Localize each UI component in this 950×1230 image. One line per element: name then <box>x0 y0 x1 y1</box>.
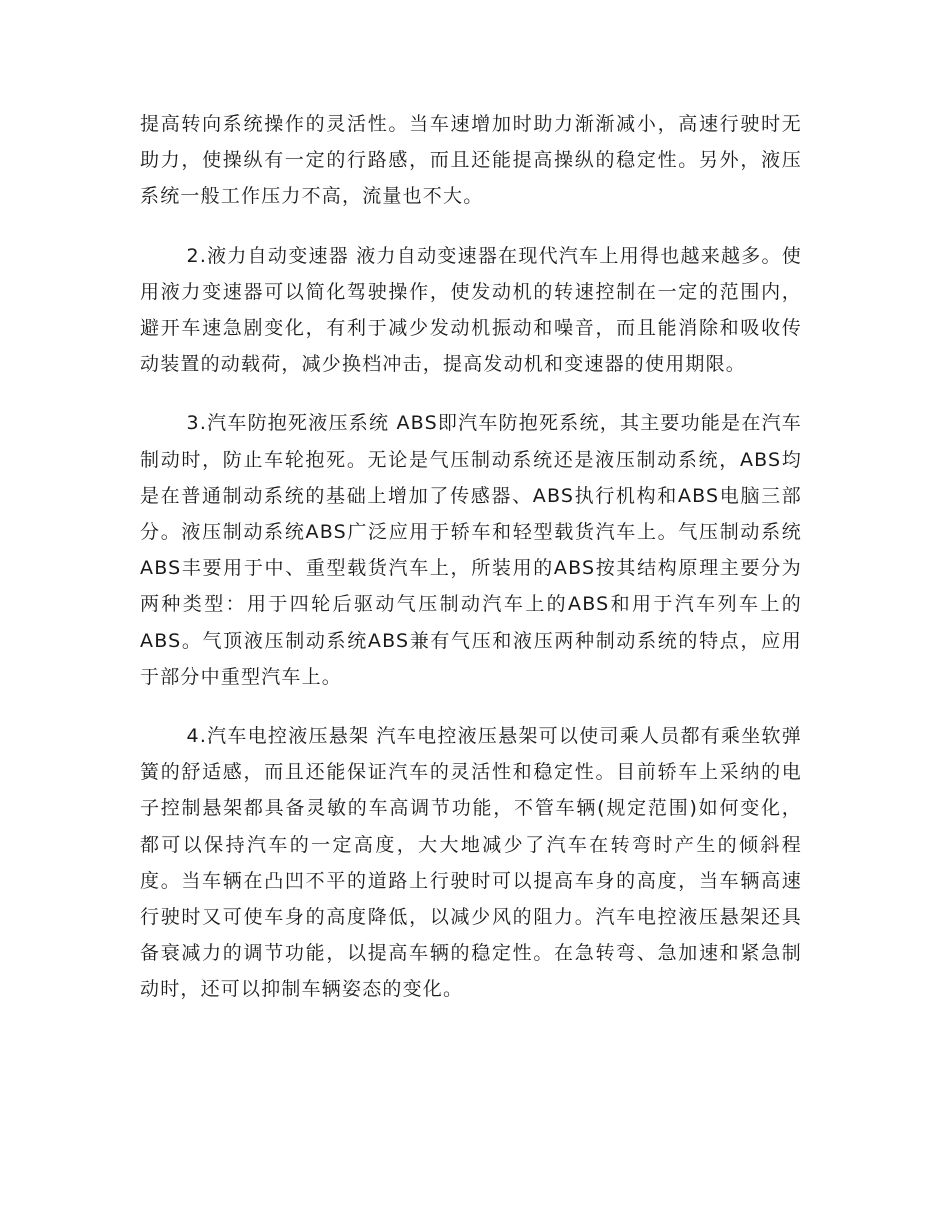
paragraph-electronic-suspension: 4.汽车电控液压悬架 汽车电控液压悬架可以使司乘人员都有乘坐软弹簧的舒适感，而且还能保证汽车的灵活性和稳定性。目前轿车上采纳的电子控制悬架都具备灵敏的车高调节功能，不管车辆(规定范围)如何变化，都可以保持汽车的一定高度，大大地减少了汽车在转弯时产生的倾斜程度。当车辆在凸凹不平的道路上行驶时可以提高车身的高度，当车辆高速行驶时又可使车身的高度降低，以减少风的阻力。汽车电控液压悬架还具备衰减力的调节功能，以提高车辆的稳定性。在急转弯、急加速和紧急制动时，还可以抑制车辆姿态的变化。 <box>140 725 802 1001</box>
paragraph-abs-system: 3.汽车防抱死液压系统 ABS即汽车防抱死系统，其主要功能是在汽车制动时，防止车轮抱死。无论是气压制动系统还是液压制动系统，ABS均是在普通制动系统的基础上增加了传感器、ABS执行机构和ABS电脑三部分。液压制动系统ABS广泛应用于轿车和轻型载货汽车上。气压制动系统ABS丰要用于中、重型载货汽车上，所装用的ABS按其结构原理主要分为两种类型：用于四轮后驱动气压制动汽车上的ABS和用于汽车列车上的ABS。气顶液压制动系统ABS兼有气压和液压两种制动系统的特点，应用于部分中重型汽车上。 <box>140 412 802 688</box>
document-body <box>140 106 802 1031</box>
paragraph-steering-continuation: 提高转向系统操作的灵活性。当车速增加时助力渐渐减小，高速行驶时无助力，使操纵有一定的行路感，而且还能提高操纵的稳定性。另外，液压系统一般工作压力不高，流量也不大。 <box>140 113 802 208</box>
paragraph-hydraulic-transmission: 2.液力自动变速器 液力自动变速器在现代汽车上用得也越来越多。使用液力变速器可以简化驾驶操作，使发动机的转速控制在一定的范围内，避开车速急剧变化，有利于减少发动机振动和噪音，而且能消除和吸收传动装置的动载荷，减少换档冲击，提高发动机和变速器的使用期限。 <box>140 244 802 376</box>
